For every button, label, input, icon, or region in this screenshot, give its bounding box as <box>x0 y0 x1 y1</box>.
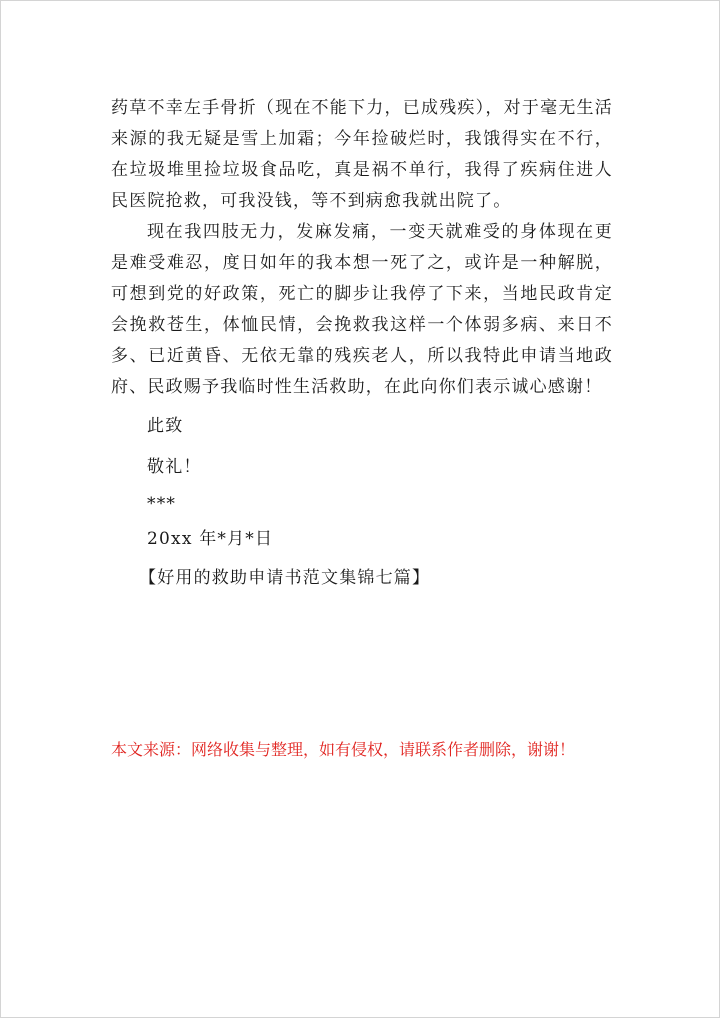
closing-regards: 敬礼！ <box>147 457 202 477</box>
source-notice: 本文来源：网络收集与整理，如有侵权，请联系作者删除，谢谢！ <box>111 740 576 759</box>
paragraph-2: 现在我四肢无力，发麻发痛，一变天就难受的身体现在更是难受难忍，度日如年的我本想一死了之，或许是一种解脱，可想到党的好政策，死亡的脚步让我停了下来，当地民政肯定会挽救苍生，体恤民情，会挽救我这样一个体弱多病、来日不多、已近黄昏、无依无靠的残疾老人，所以我特此申请当地政府、民政赐予我临时性生活救助，在此向你们表示诚心感谢！ <box>111 222 613 397</box>
document-body <box>111 93 613 594</box>
closing-salutation: 此致 <box>147 416 184 436</box>
collection-title: 【好用的救助申请书范文集锦七篇】 <box>139 568 431 588</box>
paragraph-1: 药草不幸左手骨折（现在不能下力，已成残疾），对于毫无生活来源的我无疑是雪上加霜；今年捡破烂时，我饿得实在不行，在垃圾堆里捡垃圾食品吃，真是祸不单行，我得了疾病住进人民医院抢救，可我没钱，等不到病愈我就出院了。 <box>111 98 613 211</box>
signature: *** <box>147 494 177 514</box>
date-line: 20xx 年*月*日 <box>147 529 274 549</box>
